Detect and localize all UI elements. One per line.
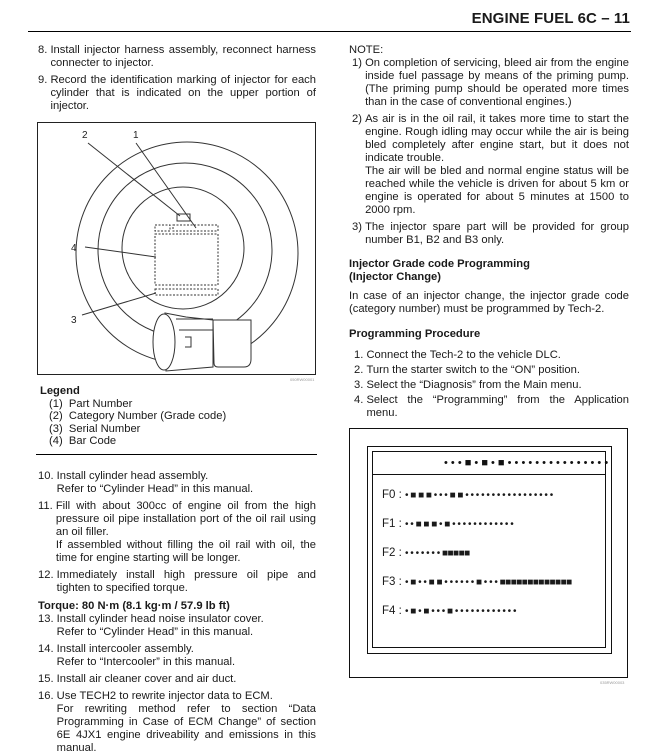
callout-3: 3 <box>71 315 77 326</box>
page-header-title: ENGINE FUEL 6C – 11 <box>471 10 630 27</box>
step-11 <box>38 500 316 565</box>
step-12 <box>38 569 316 595</box>
figure-code: 050RW00001 <box>290 377 315 382</box>
step-number: 1. <box>354 349 367 361</box>
step-number: 13. <box>38 613 57 625</box>
callout-1: 1 <box>133 130 139 141</box>
step-number: 10. <box>38 470 57 482</box>
note-3 <box>352 221 629 247</box>
step-text: Install cylinder head noise insulator cover. <box>56 613 264 625</box>
step-text: Connect the Tech-2 to the vehicle DLC. <box>366 349 561 361</box>
legend-item: (3) Serial Number <box>49 422 141 435</box>
note-text: The air will be bled and normal engine status will be reached while the vehicle is driven for about 5 km or engine is operated for about 5 minutes at 1500 to 2000 rpm. <box>365 165 629 216</box>
note-1 <box>352 57 629 109</box>
step-number: 16. <box>38 690 57 702</box>
step-16 <box>38 690 316 755</box>
procedure-step <box>354 349 629 362</box>
step-10 <box>38 470 316 496</box>
note-title: NOTE: <box>349 44 384 56</box>
procedure-step <box>354 394 629 420</box>
note-text: As air is in the oil rail, it takes more time to start the engine. Rough idling may occur while the air is being bled completely after engine start, but it does not indicate trouble. <box>365 113 629 164</box>
injector-illustration <box>38 123 317 376</box>
step-number: 2. <box>354 364 367 376</box>
legend <box>40 385 226 448</box>
step-reference: Refer to “Intercooler” in this manual. <box>56 656 236 668</box>
torque-spec: Torque: 80 N·m (8.1 kg·m / 57.9 lb ft) <box>38 600 230 612</box>
callout-4: 4 <box>71 243 77 254</box>
tech2-screen-header-text: • • • ■ • ■ • ■ • • • • • • • • • • • • • • • <box>444 457 609 469</box>
function-key-label: F1 : <box>382 518 402 530</box>
menu-item-text: • • • • • • • ■■■■■ <box>405 548 470 559</box>
step-number: 11. <box>38 500 56 512</box>
note-number: 3) <box>352 221 366 233</box>
injector-marking-figure <box>37 122 316 375</box>
step-number: 14. <box>38 643 57 655</box>
legend-rule <box>36 454 317 455</box>
step-number: 15. <box>38 673 57 685</box>
step-number: 9. <box>38 74 51 86</box>
step-text: Select the “Programming” from the Application menu. <box>366 394 629 419</box>
install-steps-top <box>38 44 316 113</box>
section-subtitle-injector-change: (Injector Change) <box>349 271 441 283</box>
install-steps-bottom <box>38 470 316 755</box>
step-9 <box>38 74 316 113</box>
step-text: Immediately install high pressure oil pipe and tighten to specified torque. <box>56 569 316 594</box>
tech2-menu-row-f2 <box>382 547 470 559</box>
tech2-menu-row-f1 <box>382 518 513 530</box>
section-title-programming-procedure: Programming Procedure <box>349 328 481 340</box>
note-text: On completion of servicing, bleed air from the engine inside fuel passage by means of the priming pump. (The priming pump should be operated more times than in the case of conventional engines.) <box>365 57 629 108</box>
tech2-menu-row-f4 <box>382 605 516 617</box>
note-number: 1) <box>352 57 366 69</box>
function-key-label: F4 : <box>382 605 402 617</box>
step-8 <box>38 44 316 70</box>
step-text: Record the identification marking of injector for each cylinder that is indicated on the upper portion of injector. <box>50 74 316 112</box>
note-text: The injector spare part will be provided for group number B1, B2 and B3 only. <box>365 221 629 246</box>
step-text: Fill with about 300cc of engine oil from the high pressure oil pipe installation port of the oil rail using an oil filler. <box>55 500 316 538</box>
legend-item: (4) Bar Code <box>49 435 117 447</box>
function-key-label: F3 : <box>382 576 402 588</box>
tech2-menu-row-f3 <box>382 576 572 588</box>
menu-item-text: • ■ • • ■ ■ • • • • • • ■ • • • ■■■■■■■■■■■■■ <box>405 577 572 588</box>
step-reference: For rewriting method refer to section “Data Programming in Case of ECM Change” of section 6E 4JX1 engine driveability and emissions in this manual. <box>56 703 316 754</box>
callout-2: 2 <box>82 130 88 141</box>
menu-item-text: • ■ • ■ • • • ■ • • • • • • • • • • • • <box>405 606 516 617</box>
step-reference: Refer to “Cylinder Head” in this manual. <box>56 626 254 638</box>
step-text: Install cylinder head assembly. <box>56 470 209 482</box>
step-number: 3. <box>354 379 367 391</box>
step-14 <box>38 643 316 669</box>
step-note: If assembled without filling the oil rail with oil, the time for engine starting will be longer. <box>55 539 316 564</box>
step-text: Turn the starter switch to the “ON” position. <box>366 364 580 376</box>
tech2-screen-header-divider <box>372 474 606 475</box>
note-number: 2) <box>352 113 366 125</box>
step-reference: Refer to “Cylinder Head” in this manual. <box>56 483 254 495</box>
step-number: 12. <box>38 569 57 581</box>
procedure-step <box>354 379 629 392</box>
procedure-step <box>354 364 629 377</box>
step-number: 4. <box>354 394 367 406</box>
procedure-list <box>354 349 629 420</box>
step-13 <box>38 613 316 639</box>
legend-title: Legend <box>40 385 80 397</box>
section-title-injector-grade: Injector Grade code Programming <box>349 258 530 270</box>
legend-item: (1) Part Number <box>49 397 133 410</box>
notes-section <box>349 44 629 420</box>
step-text: Select the “Diagnosis” from the Main menu. <box>366 379 582 391</box>
step-number: 8. <box>38 44 51 56</box>
menu-item-text: • ■ ■ ■ • • • ■ ■ • • • • • • • • • • • • • • • • • <box>405 490 553 501</box>
tech2-menu-row-f0 <box>382 489 553 501</box>
step-text: Use TECH2 to rewrite injector data to ECM. <box>56 690 273 702</box>
figure-code: 035RW00003 <box>600 680 625 685</box>
step-text: Install injector harness assembly, reconnect harness connecter to injector. <box>50 44 316 69</box>
step-text: Install air cleaner cover and air duct. <box>56 673 237 685</box>
menu-item-text: • • ■ ■ ■ • ■ • • • • • • • • • • • • <box>405 519 514 530</box>
legend-item: (2) Category Number (Grade code) <box>49 410 227 422</box>
header-rule <box>28 31 631 32</box>
section-body: In case of an injector change, the injector grade code (category number) must be programmed by Tech-2. <box>349 290 629 315</box>
step-text: Install intercooler assembly. <box>56 643 194 655</box>
function-key-label: F2 : <box>382 547 402 559</box>
note-2 <box>352 113 629 217</box>
function-key-label: F0 : <box>382 489 402 501</box>
step-15 <box>38 673 316 686</box>
